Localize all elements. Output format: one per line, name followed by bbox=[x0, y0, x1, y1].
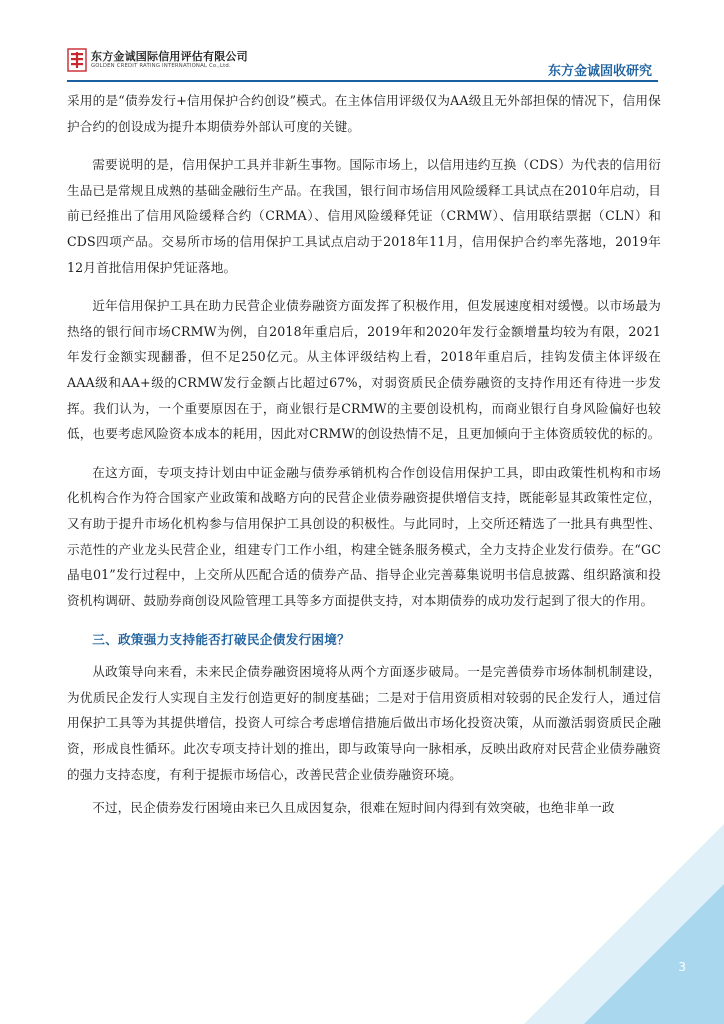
header-report-title: 东方金诚固收研究 bbox=[547, 64, 652, 79]
paragraph-1: 采用的是“债券发行+信用保护合约创设”模式。在主体信用评级仅为AA级且无外部担保的情况下，信用保护合约的创设成为提升本期债券外部认可度的关键。 bbox=[67, 93, 661, 134]
paragraph-6: 不过，民企债券发行困境由来已久且成因复杂，很难在短时间内得到有效突破，也绝非单一政 bbox=[92, 800, 615, 816]
company-logo bbox=[67, 48, 248, 72]
header-divider bbox=[67, 80, 658, 82]
page-number: 3 bbox=[678, 960, 686, 974]
paragraph-3: 近年信用保护工具在助力民营企业债券融资方面发挥了积极作用，但发展速度相对缓慢。以市场最为热络的银行间市场CRMW为例，自2018年重启后，2019年和2020年发行金额增量均较为有限，2021年发行金额实现翻番，但不足250亿元。从主体评级结构上看，2018年重启后，挂钩发债主体评级在AAA级和AA+级的CRMW发行金额占比超过67%，对弱资质民企债券融资的支持作用还有待进一步发挥。我们认为，一个重要原因在于，商业银行是CRMW的主要创设机构，而商业银行自身风险偏好也较低，也要考虑风险资本成本的耗用，因此对CRMW的创设热情不足，且更加倾向于主体资质较优的标的。 bbox=[67, 298, 661, 442]
corner-decoration bbox=[524, 824, 724, 1024]
document-body bbox=[67, 88, 661, 821]
paragraph-5: 从政策导向来看，未来民企债券融资困境将从两个方面逐步破局。一是完善债券市场体制机制建设，为优质民企发行人实现自主发行创造更好的制度基础；二是对于信用资质相对较弱的民企发行人，通过信用保护工具等为其提供增信，投资人可综合考虑增信措施后做出市场化投资决策，从而激活弱资质民企融资，形成良性循环。此次专项支持计划的推出，即与政策导向一脉相承，反映出政府对民营企业债券融资的强力支持态度，有利于提振市场信心，改善民营企业债券融资环境。 bbox=[67, 664, 661, 782]
paragraph-2: 需要说明的是，信用保护工具并非新生事物。国际市场上，以信用违约互换（CDS）为代表的信用衍生品已是常规且成熟的基础金融衍生产品。在我国，银行间市场信用风险缓释工具试点在2010年启动，目前已经推出了信用风险缓释合约（CRMA）、信用风险缓释凭证（CRMW）、信用联结票据（CLN）和CDS四项产品。交易所市场的信用保护工具试点启动于2018年11月，信用保护合约率先落地，2019年12月首批信用保护凭证落地。 bbox=[67, 157, 661, 275]
logo-english-name: GOLDEN CREDIT RATING INTERNATIONAL Co.,Ltd. bbox=[91, 62, 231, 69]
logo-mark-icon bbox=[67, 48, 87, 72]
section-heading: 三、政策强力支持能否打破民企债发行困境？ bbox=[92, 632, 351, 648]
logo-chinese-name: 东方金诚国际信用评估有限公司 bbox=[91, 49, 248, 63]
page-header bbox=[0, 0, 724, 84]
paragraph-4: 在这方面，专项支持计划由中证金融与债券承销机构合作创设信用保护工具，即由政策性机构和市场化机构合作为符合国家产业政策和战略方向的民营企业债券融资提供增信支持，既能彰显其政策性定位，又有助于提升市场化机构参与信用保护工具创设的积极性。与此同时，上交所还精选了一批具有典型性、示范性的产业龙头民营企业，组建专门工作小组，构建全链条服务模式，全力支持企业发行债券。在“GC晶电01”发行过程中，上交所从匹配合适的债券产品、指导企业完善募集说明书信息披露、组织路演和投资机构调研、鼓励券商创设风险管理工具等多方面提供支持，对本期债券的成功发行起到了很大的作用。 bbox=[67, 464, 661, 608]
